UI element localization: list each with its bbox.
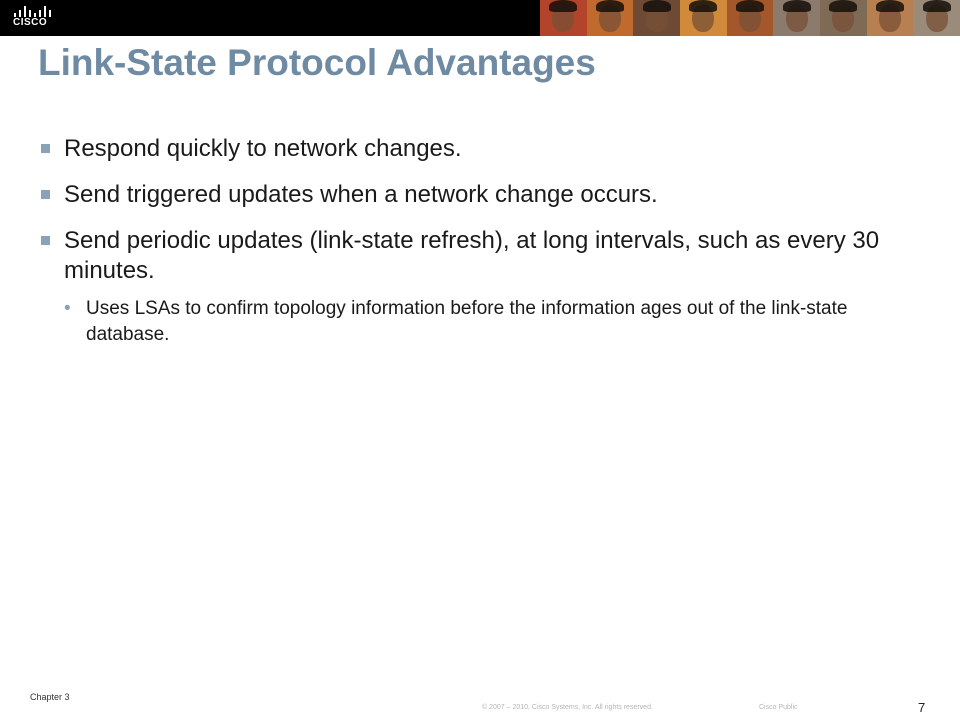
hair-shape [829, 0, 857, 12]
portrait-photo [540, 0, 587, 36]
hair-shape [876, 0, 904, 12]
bullet-item [38, 180, 918, 210]
bullet-text: Send periodic updates (link-state refresh), at long intervals, such as every 30 minutes. [64, 227, 880, 284]
sub-bullet-text: Uses LSAs to confirm topology information before the information ages out of the link-state database. [86, 298, 848, 345]
portrait-photo [587, 0, 634, 36]
footer-chapter: Chapter 3 [30, 692, 70, 702]
bullet-text: Respond quickly to network changes. [64, 135, 462, 162]
portrait-photo [867, 0, 914, 36]
dot-bullet-icon: • [64, 298, 71, 319]
portrait-photo [633, 0, 680, 36]
portrait-photo [680, 0, 727, 36]
hair-shape [689, 0, 717, 12]
cisco-logo [10, 4, 60, 32]
people-photo-strip [540, 0, 960, 36]
header-banner [0, 0, 960, 36]
cisco-logo-text: CISCO [13, 17, 48, 28]
sub-bullet-item [38, 296, 918, 348]
portrait-photo [820, 0, 867, 36]
cisco-bars-icon [14, 6, 54, 17]
square-bullet-icon [41, 144, 50, 153]
page-number: 7 [918, 700, 926, 715]
bullet-item [38, 226, 918, 286]
bullet-item [38, 134, 918, 164]
hair-shape [736, 0, 764, 12]
hair-shape [643, 0, 671, 12]
square-bullet-icon [41, 190, 50, 199]
footer-copyright: © 2007 – 2010, Cisco Systems, Inc. All rights reserved. [482, 704, 653, 711]
slide-title: Link-State Protocol Advantages [38, 42, 596, 83]
square-bullet-icon [41, 236, 50, 245]
hair-shape [923, 0, 951, 12]
hair-shape [783, 0, 811, 12]
hair-shape [596, 0, 624, 12]
hair-shape [549, 0, 577, 12]
footer-classification: Cisco Public [759, 704, 798, 711]
bullet-list [38, 134, 918, 348]
portrait-photo [913, 0, 960, 36]
portrait-photo [727, 0, 774, 36]
bullet-text: Send triggered updates when a network change occurs. [64, 181, 658, 208]
portrait-photo [773, 0, 820, 36]
